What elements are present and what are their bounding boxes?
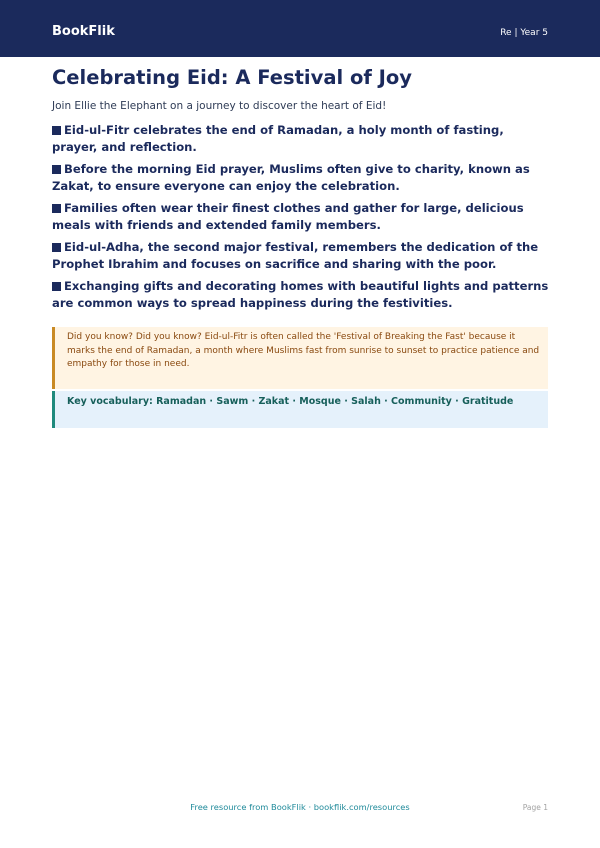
square-bullet-icon: [52, 204, 61, 213]
bullet-item: [52, 278, 552, 312]
bullet-text: Before the morning Eid prayer, Muslims often give to charity, known as Zakat, to ensure everyone can enjoy the celebration.: [52, 162, 530, 193]
bullet-text: Exchanging gifts and decorating homes with beautiful lights and patterns are common ways to spread happiness during the festivities.: [52, 279, 549, 310]
bullet-item: [52, 200, 552, 234]
bullet-text: Eid-ul-Fitr celebrates the end of Ramadan, a holy month of fasting, prayer, and reflection.: [52, 123, 504, 154]
square-bullet-icon: [52, 126, 61, 135]
bullet-item: [52, 122, 552, 156]
page-title: Celebrating Eid: A Festival of Joy: [52, 66, 412, 89]
vocabulary-text: Key vocabulary: Ramadan · Sawm · Zakat · Mosque · Salah · Community · Gratitude: [67, 396, 514, 407]
intro-text: Join Ellie the Elephant on a journey to discover the heart of Eid!: [52, 100, 387, 112]
subject-year-label: Re | Year 5: [500, 28, 548, 38]
bullet-list: [52, 122, 552, 317]
did-you-know-callout: [52, 327, 548, 389]
bullet-item: [52, 161, 552, 195]
square-bullet-icon: [52, 282, 61, 291]
bullet-text: Families often wear their finest clothes and gather for large, delicious meals with friends and extended family members.: [52, 201, 524, 232]
square-bullet-icon: [52, 165, 61, 174]
bullet-item: [52, 239, 552, 273]
page-number: Page 1: [522, 803, 548, 812]
bullet-text: Eid-ul-Adha, the second major festival, remembers the dedication of the Prophet Ibrahim and focuses on sacrifice and sharing with the poor.: [52, 240, 539, 271]
brand-logo-text: BookFlik: [52, 24, 115, 39]
square-bullet-icon: [52, 243, 61, 252]
header-bar: [0, 0, 600, 57]
callout-text: Did you know? Did you know? Eid-ul-Fitr is often called the 'Festival of Breaking the Fast' because it marks the end of Ramadan, a month where Muslims fast from sunrise to sunset to practice patience and empathy for those in need.: [67, 332, 540, 369]
footer-resource-link[interactable]: Free resource from BookFlik · bookflik.com/resources: [190, 802, 410, 812]
vocabulary-box: [52, 391, 548, 428]
